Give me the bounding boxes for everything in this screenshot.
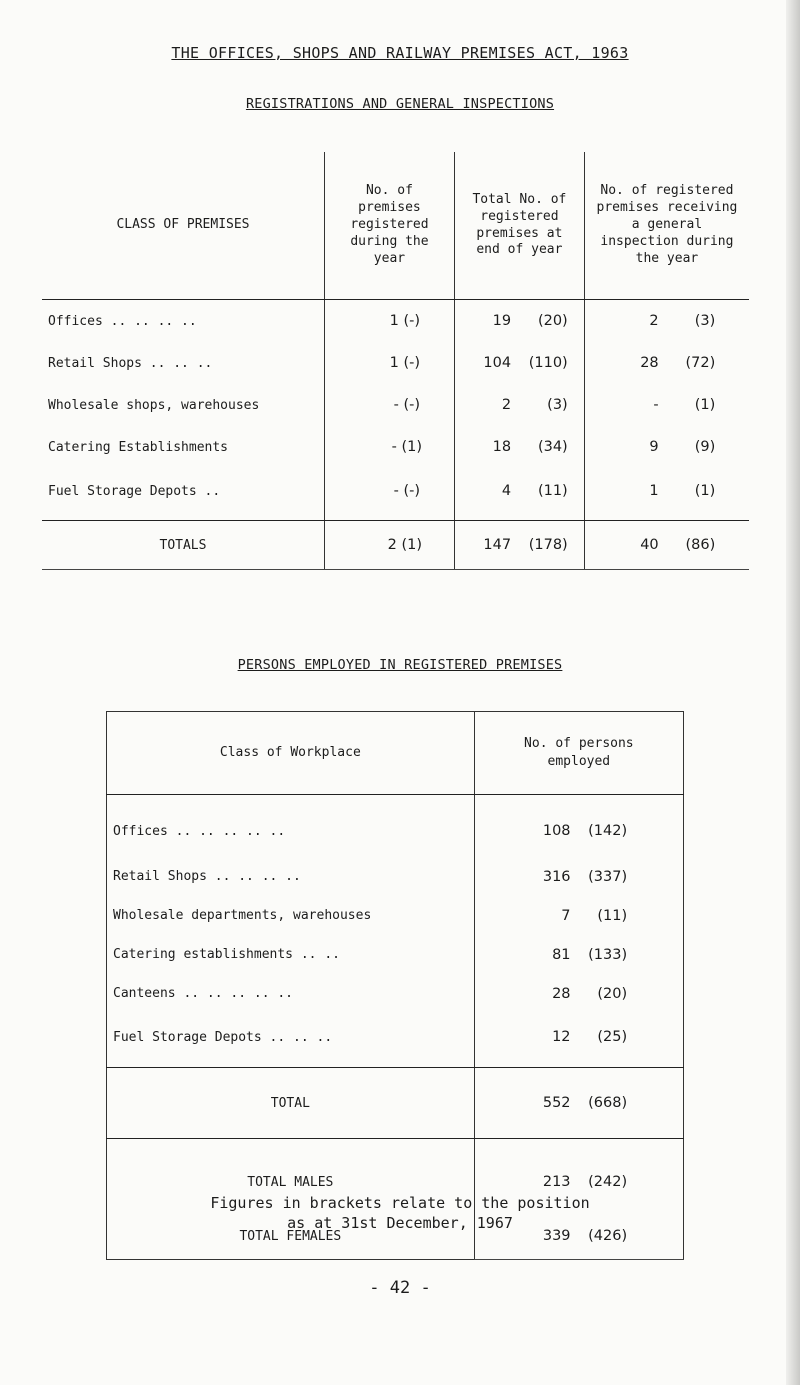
inspected-cell [584, 468, 749, 521]
total-prev: (34) [537, 439, 568, 455]
total-value: 18 [492, 439, 512, 455]
total-prev: (11) [537, 483, 568, 499]
inspected-value: 28 [640, 355, 659, 371]
row-label: Wholesale shops, warehouses [48, 397, 260, 413]
row-label: Wholesale departments, warehouses [113, 908, 372, 923]
document-title: THE OFFICES, SHOPS AND RAILWAY PREMISES ACT, 1963 [171, 44, 629, 62]
section-heading-employment: PERSONS EMPLOYED IN REGISTERED PREMISES [237, 657, 563, 673]
total-prev: (3) [547, 397, 568, 413]
row-label: Canteens .. .. .. .. .. [113, 986, 294, 1001]
registered-cell [324, 426, 454, 468]
totals-total: 147 [483, 537, 512, 553]
registered-value: - [393, 483, 399, 499]
table-header-row [42, 152, 749, 300]
totals-registered: 2 [387, 537, 397, 553]
count-cell [474, 857, 683, 896]
registered-cell [324, 468, 454, 521]
header-class-of-premises: CLASS OF PREMISES [42, 152, 324, 300]
males-label: TOTAL MALES [247, 1174, 334, 1190]
inspected-prev: (1) [694, 397, 716, 413]
registered-prev: (-) [403, 355, 421, 371]
row-label: Fuel Storage Depots .. [42, 468, 324, 521]
total-prev: (20) [537, 313, 568, 329]
employment-table [106, 711, 684, 1260]
header-persons-employed: No. of persons employed [474, 712, 683, 795]
total-row [107, 1068, 684, 1139]
females-count: 339 [542, 1228, 571, 1244]
total-cell [454, 384, 584, 426]
footnote [0, 1193, 800, 1234]
inspected-value: 2 [649, 313, 659, 329]
table-row [107, 795, 684, 858]
totals-total-cell [454, 521, 584, 570]
inspected-cell [584, 426, 749, 468]
total-cell [454, 426, 584, 468]
totals-registered-cell [324, 521, 454, 570]
totals-inspected: 40 [640, 537, 659, 553]
total-cell [454, 342, 584, 384]
total-value: 2 [501, 397, 512, 413]
males-count: 213 [542, 1174, 571, 1190]
registered-value: 1 [389, 355, 399, 371]
inspected-prev: (1) [694, 483, 716, 499]
header-registered-during-year: No. of premises registered during the year [324, 152, 454, 300]
row-label: Offices .. .. .. .. [48, 313, 197, 329]
registrations-table [42, 152, 749, 570]
count-cell [474, 974, 683, 1013]
count-prev: (142) [588, 823, 628, 839]
totals-inspected-cell [584, 521, 749, 570]
registered-cell [324, 342, 454, 384]
females-prev: (426) [588, 1228, 628, 1244]
inspected-value: - [653, 397, 659, 413]
footnote-line-1: Figures in brackets relate to the position [210, 1194, 590, 1212]
totals-registered-prev: (1) [401, 537, 423, 553]
total-count: 552 [542, 1095, 571, 1111]
registered-cell [324, 300, 454, 343]
table-row [42, 300, 749, 343]
table-row [42, 384, 749, 426]
row-label: Catering establishments .. .. [113, 947, 340, 962]
females-label: TOTAL FEMALES [239, 1228, 342, 1244]
row-label: Retail Shops .. .. .. .. [113, 869, 301, 884]
count-cell [474, 935, 683, 974]
total-cell [474, 1068, 683, 1139]
row-label: Offices .. .. .. .. .. [113, 823, 286, 839]
page-edge-shadow [786, 0, 800, 1385]
section-heading-registrations: REGISTRATIONS AND GENERAL INSPECTIONS [245, 96, 555, 112]
count-value: 81 [552, 946, 571, 963]
table-row [107, 974, 684, 1013]
registered-prev: (-) [403, 313, 421, 329]
count-value: 316 [542, 868, 571, 885]
count-prev: (133) [588, 946, 628, 963]
total-cell [454, 468, 584, 521]
row-label: Fuel Storage Depots .. .. .. [107, 1013, 475, 1068]
registered-prev: (1) [401, 439, 423, 455]
count-value: 108 [542, 823, 571, 839]
table-row [42, 342, 749, 384]
totals-total-prev: (178) [528, 537, 568, 553]
count-value: 7 [561, 907, 571, 924]
inspected-cell [584, 384, 749, 426]
count-prev: (25) [597, 1029, 628, 1045]
total-cell [454, 300, 584, 343]
table-header-row [107, 712, 684, 795]
inspected-cell [584, 342, 749, 384]
registered-value: - [393, 397, 399, 413]
inspected-value: 9 [649, 439, 659, 455]
inspected-value: 1 [649, 483, 659, 499]
total-value: 19 [492, 313, 512, 329]
registered-prev: (-) [403, 483, 421, 499]
totals-inspected-prev: (86) [685, 537, 716, 553]
registered-cell [324, 384, 454, 426]
count-cell [474, 795, 683, 858]
table-row [107, 935, 684, 974]
row-label: Retail Shops .. .. .. [48, 355, 213, 371]
header-class-of-workplace: Class of Workplace [107, 712, 475, 795]
table-row [107, 857, 684, 896]
count-cell [474, 896, 683, 935]
inspected-cell [584, 300, 749, 343]
totals-row [42, 521, 749, 570]
count-prev: (337) [588, 868, 628, 885]
registered-value: 1 [389, 313, 399, 329]
count-prev: (11) [597, 907, 628, 924]
total-prev: (110) [528, 355, 568, 371]
total-value: 104 [483, 355, 512, 371]
count-cell [474, 1013, 683, 1068]
row-label: Catering Establishments [48, 439, 229, 455]
registered-value: - [391, 439, 397, 455]
count-value: 28 [552, 985, 571, 1002]
total-prev: (668) [588, 1095, 628, 1111]
table-row [107, 1013, 684, 1068]
registered-prev: (-) [403, 397, 421, 413]
header-total-registered: Total No. of registered premises at end of year [454, 152, 584, 300]
footnote-line-2: as at 31st December, 1967 [287, 1214, 513, 1233]
header-inspected: No. of registered premises receiving a general inspection during the year [584, 152, 749, 300]
inspected-prev: (9) [694, 439, 716, 455]
table-row [42, 468, 749, 521]
males-prev: (242) [588, 1174, 628, 1190]
total-value: 4 [501, 483, 512, 499]
count-prev: (20) [597, 985, 628, 1002]
table-row [107, 896, 684, 935]
count-value: 12 [552, 1029, 571, 1045]
total-label: TOTAL [107, 1068, 475, 1139]
totals-label: TOTALS [42, 521, 324, 570]
inspected-prev: (3) [694, 313, 716, 329]
inspected-prev: (72) [685, 355, 716, 371]
page-number: - 42 - [369, 1278, 431, 1298]
table-row [42, 426, 749, 468]
